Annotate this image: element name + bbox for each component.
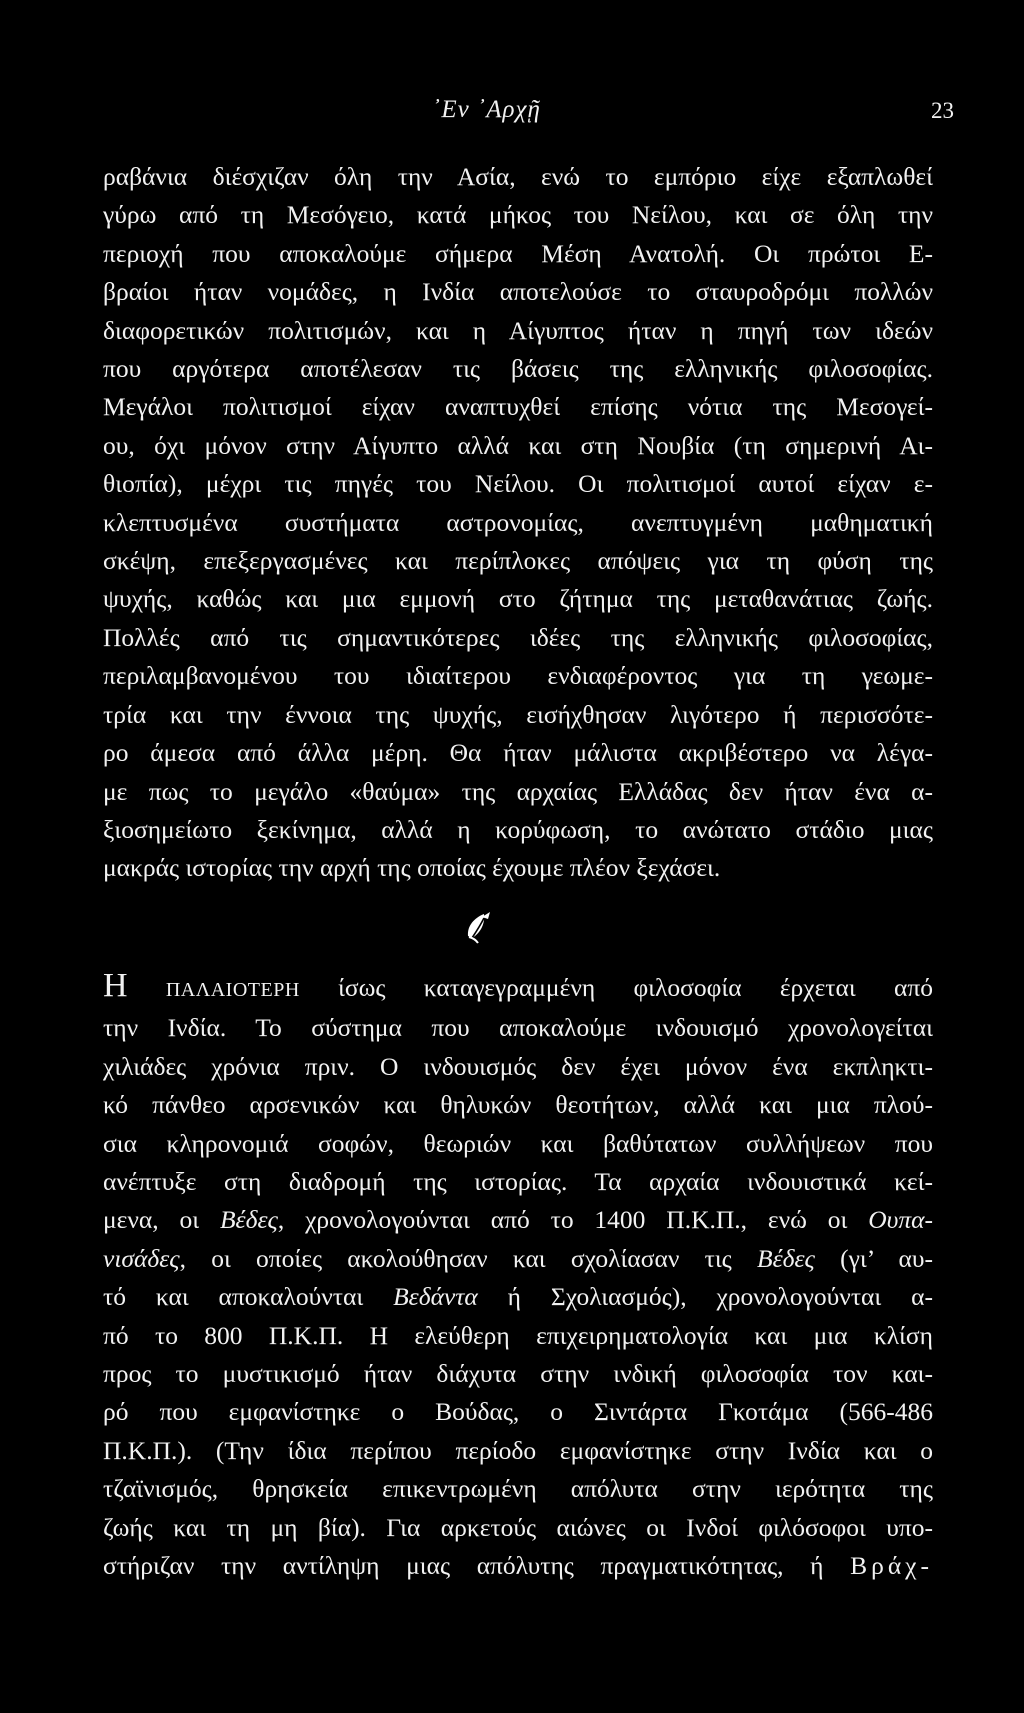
text-line: θιοπία), μέχρι τις πηγές του Νείλου. Οι πολιτισμοί αυτοί είχαν ε- bbox=[103, 469, 933, 499]
text-line: διαφορετικών πολιτισμών, και η Αίγυπτος ήταν η πηγή των ιδεών bbox=[103, 315, 933, 345]
text-line: την Ινδία. Το σύστημα που αποκαλούμε ινδουισμό χρονολογείται bbox=[103, 1013, 933, 1043]
drop-cap: Η bbox=[103, 967, 128, 1004]
line-text: ίσως καταγεγραμμένη φιλοσοφία έρχεται από bbox=[299, 973, 933, 1002]
text-line bbox=[103, 969, 933, 1009]
text-line: ραβάνια διέσχιζαν όλη την Ασία, ενώ το εμπόριο είχε εξαπλωθεί bbox=[103, 162, 933, 191]
text-line: ρο άμεσα από άλλα μέρη. Θα ήταν μάλιστα ακριβέστερο να λέγα- bbox=[103, 738, 933, 768]
text-line: χιλιάδες χρόνια πριν. Ο ινδουισμός δεν έχει μόνον ένα εκπληκτι- bbox=[103, 1051, 933, 1081]
text-line bbox=[103, 1201, 933, 1239]
text-line: βραίοι ήταν νομάδες, η Ινδία αποτελούσε το σταυροδρόμι πολλών bbox=[103, 277, 933, 307]
page-number: 23 bbox=[931, 98, 954, 123]
text-line: ψυχής, καθώς και μια εμμονή στο ζήτημα της μεταθανάτιας ζωής. bbox=[103, 584, 933, 614]
line-text: μενα, οι bbox=[103, 1205, 220, 1235]
text-line: ρό που εμφανίστηκε ο Βούδας, ο Σιντάρτα Γκοτάμα (566-486 bbox=[103, 1397, 933, 1427]
running-title: ᾿Εν ᾿Αρχῇ bbox=[432, 96, 541, 123]
text-line: προς το μυστικισμό ήταν διάχυτα στην ινδική φιλοσοφία τον και- bbox=[103, 1359, 933, 1389]
italic-term: νισάδες bbox=[103, 1243, 180, 1273]
leaf-ornament-icon bbox=[464, 910, 494, 944]
spaced-word: Βράχ- bbox=[850, 1551, 933, 1581]
italic-term: Βέδες bbox=[219, 1205, 278, 1235]
paragraph-2 bbox=[103, 969, 933, 1586]
text-line: ζωής και τη μη βία). Για αρκετούς αιώνες οι Ινδοί φιλόσοφοι υπο- bbox=[103, 1512, 933, 1542]
text-line: κλεπτυσμένα συστήματα αστρονομίας, ανεπτυγμένη μαθηματική bbox=[103, 507, 933, 537]
text-line: μακράς ιστορίας την αρχή της οποίας έχουμε πλέον ξεχάσει. bbox=[103, 853, 721, 883]
text-line bbox=[103, 1240, 933, 1278]
line-text: τό και αποκαλούνται bbox=[103, 1282, 394, 1312]
text-line: τρία και την έννοια της ψυχής, εισήχθησαν λιγότερο ή περισσότε- bbox=[103, 699, 933, 729]
italic-term: Ουπα- bbox=[868, 1205, 933, 1235]
text-line: που αργότερα αποτέλεσαν τις βάσεις της ελληνικής φιλοσοφίας. bbox=[103, 354, 933, 384]
text-line: Πολλές από τις σημαντικότερες ιδέες της ελληνικής φιλοσοφίας, bbox=[103, 622, 933, 652]
small-caps-word: ΠΑΛΑΙΟΤΕΡΗ bbox=[165, 979, 300, 1001]
text-line: πό το 800 Π.Κ.Π. Η ελεύθερη επιχειρηματολογία και μια κλίση bbox=[103, 1320, 933, 1350]
text-line: ου, όχι μόνον στην Αίγυπτο αλλά και στη Νουβία (τη σημερινή Αι- bbox=[103, 430, 933, 460]
line-text: , χρονολογούνται από το 1400 Π.Κ.Π., ενώ οι bbox=[277, 1205, 869, 1235]
line-text: ή Σχολιασμός), χρονολογούνται α- bbox=[477, 1282, 933, 1312]
text-line: περιλαμβανομένου του ιδιαίτερου ενδιαφέροντος για τη γεωμε- bbox=[103, 661, 933, 691]
text-line: Π.Κ.Π.). (Την ίδια περίπου περίοδο εμφανίστηκε στην Ινδία και ο bbox=[103, 1435, 933, 1465]
line-text: , οι οποίες ακολούθησαν και σχολίασαν τις bbox=[179, 1243, 757, 1273]
text-line: με πως το μεγάλο «θαύμα» της αρχαίας Ελλάδας δεν ήταν ένα α- bbox=[103, 776, 933, 806]
text-line: ξιοσημείωτο ξεκίνημα, αλλά η κορύφωση, το ανώτατο στάδιο μιας bbox=[103, 814, 933, 844]
text-line: τζαϊνισμός, θρησκεία επικεντρωμένη απόλυτα στην ιερότητα της bbox=[103, 1474, 933, 1504]
text-line: σκέψη, επεξεργασμένες και περίπλοκες απόψεις για τη φύση της bbox=[103, 546, 933, 576]
text-line: κό πάνθεο αρσενικών και θηλυκών θεοτήτων, αλλά και μια πλού- bbox=[103, 1090, 933, 1120]
paragraph-1 bbox=[103, 158, 933, 888]
text-line: σια κληρονομιά σοφών, θεωριών και βαθύτατων συλλήψεων που bbox=[103, 1128, 933, 1158]
line-text: στήριζαν την αντίληψη μιας απόλυτης πραγματικότητας, ή bbox=[103, 1551, 851, 1581]
text-line: γύρω από τη Μεσόγειο, κατά μήκος του Νείλου, και σε όλη την bbox=[103, 200, 933, 230]
page-header bbox=[0, 96, 1024, 136]
italic-term: Βέδες bbox=[757, 1243, 815, 1273]
text-line bbox=[103, 1547, 933, 1585]
text-line: ανέπτυξε στη διαδρομή της ιστορίας. Τα αρχαία ινδουιστικά κεί- bbox=[103, 1167, 933, 1197]
text-line bbox=[103, 1278, 933, 1316]
italic-term: Βεδάντα bbox=[393, 1282, 478, 1312]
text-line: Μεγάλοι πολιτισμοί είχαν αναπτυχθεί επίσης νότια της Μεσογεί- bbox=[103, 392, 933, 422]
text-line: περιοχή που αποκαλούμε σήμερα Μέση Ανατολή. Οι πρώτοι Ε- bbox=[103, 238, 933, 268]
line-text: (γι’ αυ- bbox=[814, 1243, 933, 1273]
